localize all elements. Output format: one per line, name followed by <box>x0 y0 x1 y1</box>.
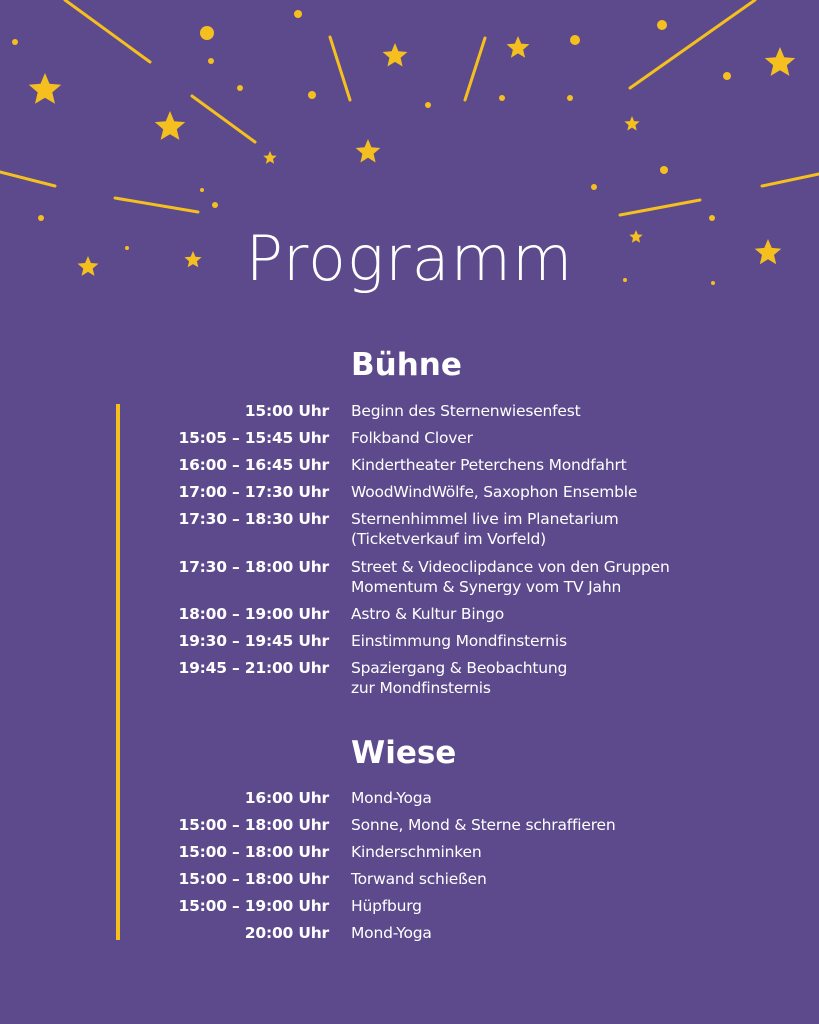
schedule-description <box>351 788 791 808</box>
schedule-description <box>351 815 791 835</box>
schedule-description <box>351 869 791 889</box>
ray-decoration <box>192 96 255 142</box>
description-line: Folkband Clover <box>351 429 473 447</box>
star-icon <box>507 36 530 58</box>
timeline-line <box>116 404 120 940</box>
ray-decoration <box>465 38 485 100</box>
schedule-time: 17:30 – 18:30 Uhr <box>178 510 329 528</box>
description-line: Street & Videoclipdance von den Gruppen <box>351 558 670 576</box>
ray-decoration <box>0 172 55 186</box>
ray-decoration <box>762 174 819 186</box>
schedule-time: 15:00 Uhr <box>244 402 329 420</box>
dot-decoration <box>200 188 204 192</box>
description-line: Astro & Kultur Bingo <box>351 605 505 623</box>
schedule-time: 18:00 – 19:00 Uhr <box>178 605 329 623</box>
star-icon <box>29 73 61 104</box>
dot-decoration <box>200 26 214 40</box>
schedule-description <box>351 842 791 862</box>
star-icon <box>263 151 276 164</box>
schedule-description <box>351 428 791 448</box>
dot-decoration <box>723 72 731 80</box>
description-line: Mond-Yoga <box>351 924 432 942</box>
description-line: Beginn des Sternenwiesenfest <box>351 402 581 420</box>
dot-decoration <box>660 166 668 174</box>
schedule-description <box>351 557 791 597</box>
dot-decoration <box>237 85 243 91</box>
description-line: Hüpfburg <box>351 897 422 915</box>
description-line: Kinderschminken <box>351 843 482 861</box>
star-icon <box>155 111 185 140</box>
schedule-description <box>351 631 791 651</box>
schedule-time: 17:30 – 18:00 Uhr <box>178 558 329 576</box>
ray-decoration <box>65 0 150 62</box>
schedule-description <box>351 509 791 549</box>
description-line: Sternenhimmel live im Planetarium <box>351 510 619 528</box>
description-line: Einstimmung Mondfinsternis <box>351 632 567 650</box>
dot-decoration <box>570 35 580 45</box>
page-title: Programm <box>245 222 574 295</box>
description-line: (Ticketverkauf im Vorfeld) <box>351 530 546 548</box>
schedule-description <box>351 455 791 475</box>
schedule-description <box>351 923 791 943</box>
dot-decoration <box>308 91 316 99</box>
schedule-time: 15:00 – 19:00 Uhr <box>178 897 329 915</box>
ray-decoration <box>630 0 755 88</box>
description-line: Spaziergang & Beobachtung <box>351 659 568 677</box>
schedule-time: 20:00 Uhr <box>244 924 329 942</box>
star-icon <box>624 116 639 131</box>
ray-decoration <box>330 37 350 100</box>
schedule-description <box>351 401 791 421</box>
schedule-description <box>351 896 791 916</box>
dot-decoration <box>208 58 214 64</box>
description-line: Momentum & Synergy vom TV Jahn <box>351 578 622 596</box>
dot-decoration <box>567 95 573 101</box>
schedule-time: 15:00 – 18:00 Uhr <box>178 843 329 861</box>
description-line: zur Mondfinsternis <box>351 679 491 697</box>
schedule-time: 15:05 – 15:45 Uhr <box>178 429 329 447</box>
schedule-time: 19:30 – 19:45 Uhr <box>178 632 329 650</box>
dot-decoration <box>425 102 431 108</box>
ray-decoration <box>620 200 700 215</box>
section-heading-buehne: Bühne <box>351 347 462 383</box>
ray-decoration <box>115 198 198 212</box>
schedule-description <box>351 604 791 624</box>
schedule-time: 19:45 – 21:00 Uhr <box>178 659 329 677</box>
schedule-description <box>351 482 791 502</box>
schedule-time: 16:00 Uhr <box>244 789 329 807</box>
description-line: Sonne, Mond & Sterne schraffieren <box>351 816 616 834</box>
section-heading-wiese: Wiese <box>351 735 457 771</box>
dot-decoration <box>294 10 302 18</box>
description-line: Torwand schießen <box>351 870 487 888</box>
dot-decoration <box>709 215 715 221</box>
schedule-time: 15:00 – 18:00 Uhr <box>178 870 329 888</box>
description-line: Kindertheater Peterchens Mondfahrt <box>351 456 627 474</box>
description-line: Mond-Yoga <box>351 789 432 807</box>
dot-decoration <box>12 39 18 45</box>
star-icon <box>383 43 408 67</box>
schedule-description <box>351 658 791 698</box>
star-icon <box>765 47 795 76</box>
description-line: WoodWindWölfe, Saxophon Ensemble <box>351 483 638 501</box>
schedule-time: 15:00 – 18:00 Uhr <box>178 816 329 834</box>
dot-decoration <box>657 20 667 30</box>
star-icon <box>356 139 381 163</box>
schedule-time: 16:00 – 16:45 Uhr <box>178 456 329 474</box>
dot-decoration <box>591 184 597 190</box>
dot-decoration <box>212 202 218 208</box>
schedule-time: 17:00 – 17:30 Uhr <box>178 483 329 501</box>
dot-decoration <box>38 215 44 221</box>
dot-decoration <box>499 95 505 101</box>
